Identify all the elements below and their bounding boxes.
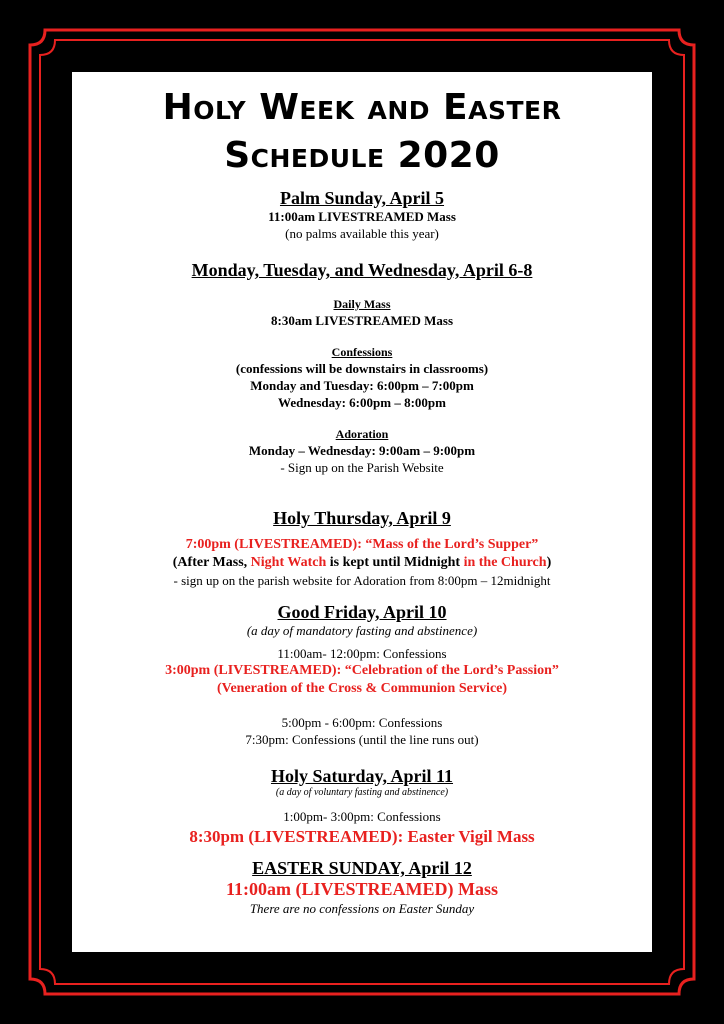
adoration-block bbox=[72, 426, 652, 476]
mon-wed-section bbox=[72, 260, 652, 280]
holy-saturday-note: (a day of voluntary fasting and abstinence) bbox=[275, 787, 449, 798]
good-friday-heading: Good Friday, April 10 bbox=[277, 602, 447, 622]
confessions-note: (confessions will be downstairs in classrooms) bbox=[235, 361, 489, 376]
title-line-2: Schedule 2020 bbox=[224, 135, 500, 176]
title-line-1: Holy Week and Easter bbox=[162, 87, 562, 128]
page-title bbox=[72, 84, 652, 180]
night-watch-line bbox=[72, 554, 652, 572]
confessions-wed: Wednesday: 6:00pm – 8:00pm bbox=[278, 395, 446, 410]
adoration-signup-thursday: - sign up on the parish website for Adoration from 8:00pm – 12midnight bbox=[173, 573, 551, 588]
adoration-heading: Adoration bbox=[335, 427, 389, 441]
adoration-time: Monday – Wednesday: 9:00am – 9:00pm bbox=[248, 443, 476, 458]
holy-saturday-confessions: 1:00pm- 3:00pm: Confessions bbox=[283, 809, 441, 824]
easter-sunday-mass: 11:00am (LIVESTREAMED) Mass bbox=[225, 879, 498, 899]
holy-thursday-section bbox=[72, 508, 652, 589]
schedule-panel bbox=[72, 72, 652, 952]
good-friday-passion: 3:00pm (LIVESTREAMED): “Celebration of the Lord’s Passion” bbox=[165, 663, 559, 678]
holy-saturday-heading: Holy Saturday, April 11 bbox=[270, 766, 454, 786]
daily-mass-time: 8:30am LIVESTREAMED Mass bbox=[270, 313, 453, 328]
in-the-church-text: in the Church bbox=[463, 555, 547, 570]
watch-text-5: ) bbox=[546, 555, 552, 570]
holy-saturday-section bbox=[72, 766, 652, 847]
easter-sunday-heading: EASTER SUNDAY, April 12 bbox=[252, 858, 472, 878]
mon-wed-heading: Monday, Tuesday, and Wednesday, April 6-8 bbox=[191, 260, 533, 280]
palm-sunday-mass: 11:00am LIVESTREAMED Mass bbox=[268, 209, 456, 224]
palm-sunday-section bbox=[72, 188, 652, 242]
palm-sunday-note: (no palms available this year) bbox=[285, 226, 439, 241]
confessions-heading: Confessions bbox=[331, 345, 393, 359]
easter-vigil-mass: 8:30pm (LIVESTREAMED): Easter Vigil Mass bbox=[189, 827, 535, 846]
night-watch-text: Night Watch bbox=[250, 555, 327, 570]
easter-sunday-note: There are no confessions on Easter Sunday bbox=[249, 901, 475, 916]
good-friday-note: (a day of mandatory fasting and abstinence) bbox=[246, 623, 478, 638]
good-friday-veneration: (Veneration of the Cross & Communion Service) bbox=[216, 681, 508, 696]
holy-thursday-heading: Holy Thursday, April 9 bbox=[273, 508, 451, 528]
good-friday-confessions-2: 5:00pm - 6:00pm: Confessions bbox=[281, 715, 443, 730]
good-friday-confessions-3: 7:30pm: Confessions (until the line runs out) bbox=[245, 732, 479, 747]
watch-text-3: is kept until Midnight bbox=[326, 555, 464, 570]
confessions-mon-tue: Monday and Tuesday: 6:00pm – 7:00pm bbox=[250, 378, 474, 393]
adoration-signup: - Sign up on the Parish Website bbox=[280, 460, 444, 475]
confessions-block bbox=[72, 344, 652, 411]
good-friday-section bbox=[72, 602, 652, 748]
palm-sunday-heading: Palm Sunday, April 5 bbox=[279, 188, 445, 208]
daily-mass-block bbox=[72, 296, 652, 329]
good-friday-confessions-1: 11:00am- 12:00pm: Confessions bbox=[277, 646, 447, 661]
daily-mass-heading: Daily Mass bbox=[333, 297, 391, 311]
watch-text-1: (After Mass, bbox=[172, 555, 251, 570]
holy-thursday-mass: 7:00pm (LIVESTREAMED): “Mass of the Lord’s Supper” bbox=[185, 537, 539, 552]
easter-sunday-section bbox=[72, 858, 652, 917]
